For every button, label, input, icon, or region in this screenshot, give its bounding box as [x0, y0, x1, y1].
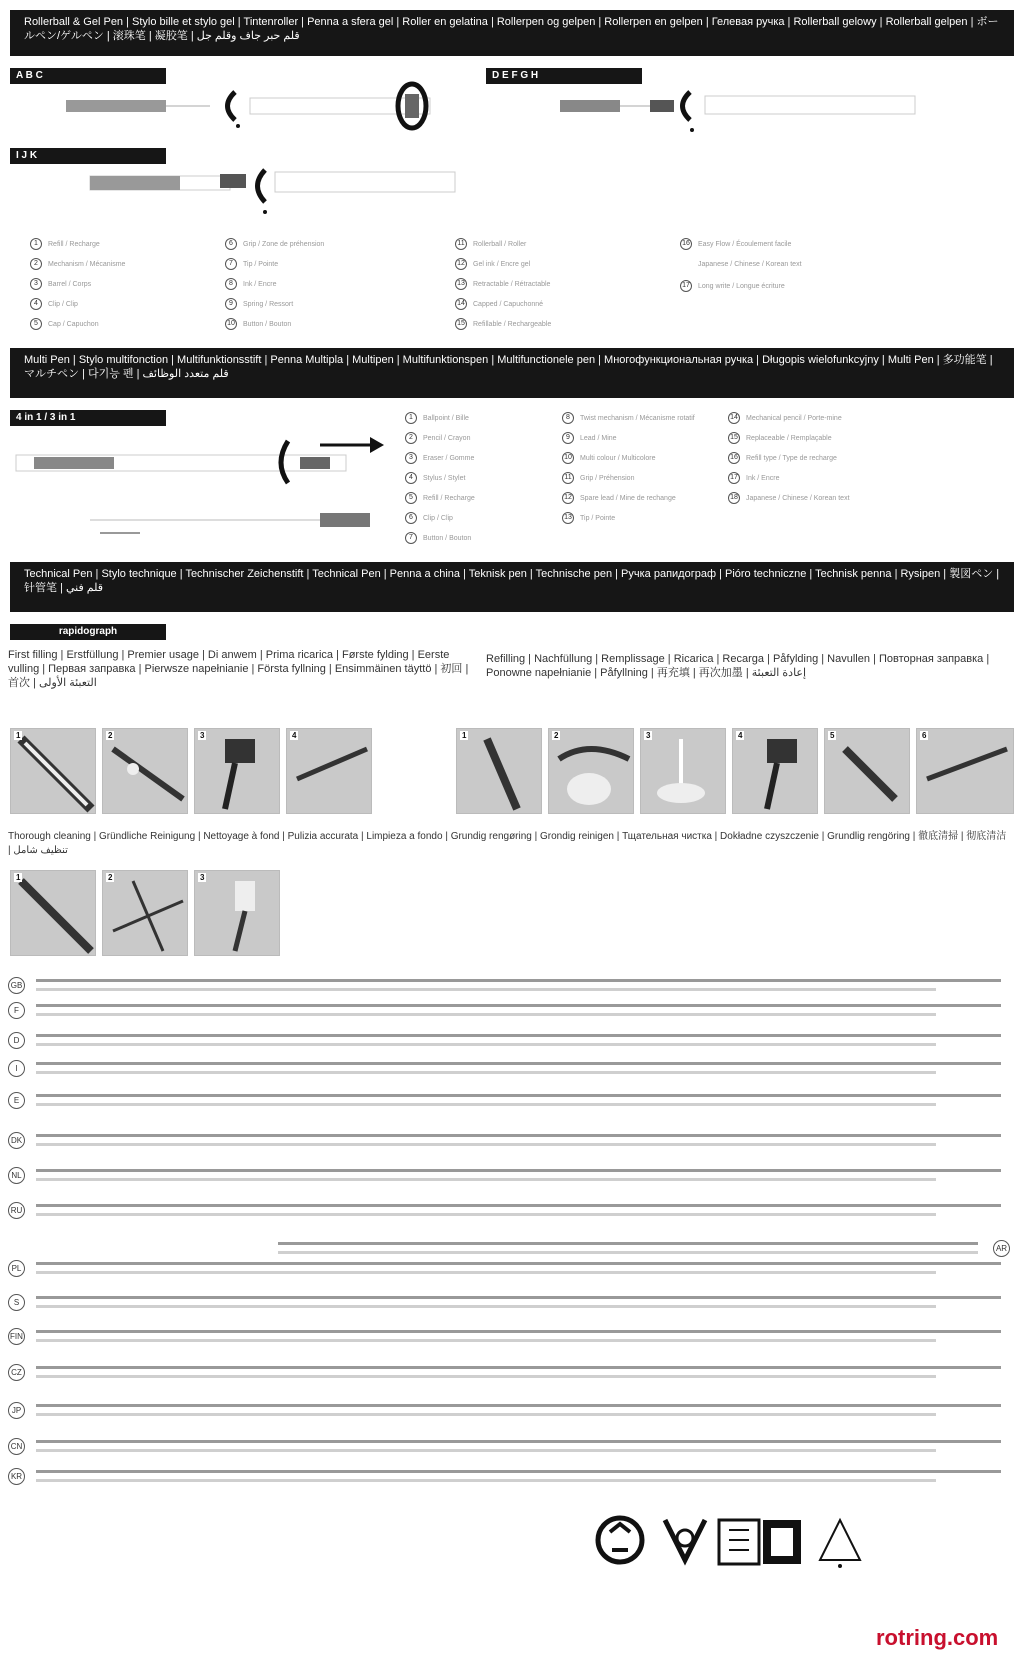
legend-text: Japanese / Chinese / Korean text — [746, 494, 850, 502]
text-line — [36, 1062, 1001, 1065]
pen-photo-image — [11, 871, 96, 956]
legend-item — [728, 452, 837, 464]
legend-marker: 10 — [562, 452, 574, 464]
language-marker: S — [8, 1294, 25, 1311]
legend-item — [562, 452, 655, 464]
step-number: 3 — [200, 731, 205, 740]
step-photo — [194, 870, 280, 956]
legend-text: Spring / Ressort — [243, 300, 294, 308]
instruction-paragraph — [8, 1258, 1012, 1286]
language-marker: CZ — [8, 1364, 25, 1381]
legend-marker: 6 — [405, 512, 417, 524]
text-line — [36, 1262, 1001, 1265]
step-number: 3 — [200, 873, 205, 882]
legend-marker: 9 — [225, 298, 237, 310]
step-photo — [916, 728, 1014, 814]
legend-text: Long write / Longue écriture — [698, 282, 785, 290]
pen-photo-image — [641, 729, 726, 814]
step-number: 4 — [292, 731, 297, 740]
rollerball-pen-diagram-2 — [530, 80, 980, 140]
legend-marker: 1 — [405, 412, 417, 424]
language-marker: F — [8, 1002, 25, 1019]
text-line — [36, 1413, 936, 1416]
instruction-paragraph — [8, 1165, 1012, 1193]
rollerball-title: Rollerball & Gel Pen | Stylo bille et stylo gel | Tintenroller | Penna a sfera gel | Roller en gelatina | Rollerpen og gelpen | Rollerpen en gelpen | Гелевая ручка | Rollerball gelowy | Rollerball gelpen | ボールペン/ゲルペン | 滚珠笔 | 凝胶笔 | قلم حبر جاف وقلم جل — [24, 16, 999, 42]
legend-item — [455, 278, 550, 290]
legend-item — [405, 532, 471, 544]
instruction-paragraph — [8, 1058, 1012, 1086]
pen-photo-image — [287, 729, 372, 814]
pen-photo-image — [195, 871, 280, 956]
language-marker: RU — [8, 1202, 25, 1219]
legend-item — [728, 412, 842, 424]
step-number: 6 — [922, 731, 927, 740]
legend-text: Eraser / Gomme — [423, 454, 475, 462]
multipen-label: 4 in 1 / 3 in 1 — [10, 410, 166, 426]
text-line — [36, 1305, 936, 1308]
legend-item — [562, 432, 617, 444]
step-photo — [102, 870, 188, 956]
legend-item — [405, 512, 453, 524]
language-marker: CN — [8, 1438, 25, 1455]
legend-text: Grip / Zone de préhension — [243, 240, 325, 248]
legend-text: Tip / Pointe — [580, 514, 616, 522]
instruction-paragraph — [8, 1362, 1012, 1390]
legend-text: Ink / Encre — [746, 474, 780, 482]
legend-item — [455, 318, 551, 330]
legend-item — [405, 432, 470, 444]
legend-item — [455, 298, 543, 310]
text-line — [36, 1004, 1001, 1007]
legend-marker: 8 — [225, 278, 237, 290]
legend-marker: 6 — [225, 238, 237, 250]
legend-item — [225, 258, 278, 270]
pen-photo-image — [11, 729, 96, 814]
legend-marker: 11 — [562, 472, 574, 484]
legend-text: Clip / Clip — [423, 514, 453, 522]
multipen-title: Multi Pen | Stylo multifonction | Multifunktionsstift | Penna Multipla | Multipen | Multifunktionspen | Multifunctionele pen | Многофункциональная ручка | Długopis wielofunkcyjny | Multi Pen | 多功能笔 | マルチペン | 다기능 펜 | قلم متعدد الوظائف — [24, 354, 993, 380]
legend-marker: 16 — [728, 452, 740, 464]
language-marker: FIN — [8, 1328, 25, 1345]
legend-text: Replaceable / Remplaçable — [746, 434, 832, 442]
legend-marker: 5 — [30, 318, 42, 330]
step-number: 4 — [738, 731, 743, 740]
legend-marker: 2 — [30, 258, 42, 270]
instruction-paragraph — [8, 1466, 1012, 1494]
legend-item — [562, 412, 695, 424]
legend-marker: 17 — [728, 472, 740, 484]
pen-photo-image — [103, 871, 188, 956]
instruction-paragraph — [8, 1030, 1012, 1058]
legend-marker: 4 — [30, 298, 42, 310]
step-photo — [456, 728, 542, 814]
step-number: 1 — [16, 731, 21, 740]
text-line — [36, 1296, 1001, 1299]
legend-item — [405, 452, 474, 464]
legend-text: Pencil / Crayon — [423, 434, 471, 442]
language-marker: KR — [8, 1468, 25, 1485]
pen-photo-image — [549, 729, 634, 814]
legend-text: Twist mechanism / Mécanisme rotatif — [580, 414, 695, 422]
warning-triangle-icon — [815, 1510, 865, 1570]
legend-text: Ink / Encre — [243, 280, 277, 288]
fsc-icon — [655, 1510, 715, 1570]
legend-marker: 15 — [455, 318, 467, 330]
legend-text: Refill / Recharge — [423, 494, 475, 502]
legend-text: Button / Bouton — [423, 534, 472, 542]
recycle-icon — [590, 1510, 650, 1570]
legend-item — [455, 238, 526, 250]
text-line — [36, 1479, 936, 1482]
rollerball-label-b: D E F G H — [486, 68, 642, 84]
step-number: 3 — [646, 731, 651, 740]
pen-photo-image — [195, 729, 280, 814]
language-marker: DK — [8, 1132, 25, 1149]
legend-item — [405, 412, 469, 424]
legend-text: Mechanism / Mécanisme — [48, 260, 126, 268]
language-marker: E — [8, 1092, 25, 1109]
text-line — [36, 1178, 936, 1181]
step-number: 5 — [830, 731, 835, 740]
rollerball-label-a: A B C — [10, 68, 166, 84]
step-photo — [548, 728, 634, 814]
legend-item — [728, 492, 850, 504]
legend-text: Cap / Capuchon — [48, 320, 99, 328]
pen-photo-image — [917, 729, 1014, 814]
legend-marker: 10 — [225, 318, 237, 330]
legend-text: Mechanical pencil / Porte-mine — [746, 414, 842, 422]
legend-item — [562, 472, 634, 484]
legend-item — [225, 278, 276, 290]
text-line — [36, 1375, 936, 1378]
text-line — [36, 979, 1001, 982]
instruction-paragraph — [8, 975, 1012, 1003]
instruction-paragraph — [8, 1292, 1012, 1320]
legend-marker: 15 — [728, 432, 740, 444]
legend-marker: 11 — [455, 238, 467, 250]
legend-item — [728, 432, 832, 444]
legend-item — [405, 492, 475, 504]
brand-url[interactable]: rotring.com — [876, 1625, 999, 1650]
language-marker: GB — [8, 977, 25, 994]
pen-photo-image — [103, 729, 188, 814]
legend-item — [225, 238, 324, 250]
rollerball-pen-diagram-3 — [60, 160, 480, 220]
legend-marker: 3 — [405, 452, 417, 464]
legend-text: Capped / Capuchonné — [473, 300, 544, 308]
step-photo — [286, 728, 372, 814]
legend-text: Japanese / Chinese / Korean text — [698, 260, 802, 268]
step-photo — [10, 728, 96, 814]
language-marker: NL — [8, 1167, 25, 1184]
legend-text: Spare lead / Mine de rechange — [580, 494, 676, 502]
legend-text: Barrel / Corps — [48, 280, 92, 288]
technical-label: rapidograph — [10, 624, 166, 640]
text-line — [36, 1213, 936, 1216]
legend-marker: 7 — [225, 258, 237, 270]
legend-item — [680, 238, 791, 250]
language-marker: AR — [993, 1240, 1010, 1257]
step-photo — [732, 728, 818, 814]
language-marker: PL — [8, 1260, 25, 1277]
triman-icon — [715, 1510, 805, 1570]
text-line — [278, 1242, 978, 1245]
step-photo — [102, 728, 188, 814]
text-line — [36, 1071, 936, 1074]
text-line — [36, 1339, 936, 1342]
legend-marker: 8 — [562, 412, 574, 424]
legend-marker: 1 — [30, 238, 42, 250]
text-line — [36, 1043, 936, 1046]
legend-marker: 14 — [728, 412, 740, 424]
text-line — [36, 1103, 936, 1106]
instruction-paragraph — [8, 1130, 1012, 1158]
legend-marker: 4 — [405, 472, 417, 484]
legend-text: Easy Flow / Écoulement facile — [698, 240, 792, 248]
legend-text: Stylus / Stylet — [423, 474, 466, 482]
rollerball-pen-diagram-1 — [60, 80, 480, 140]
instruction-paragraph — [8, 1326, 1012, 1354]
technical-banner — [10, 562, 1014, 612]
legend-text: Refill / Recharge — [48, 240, 100, 248]
pen-photo-image — [733, 729, 818, 814]
instruction-paragraph — [8, 1090, 1012, 1118]
legend-text: Rollerball / Roller — [473, 240, 527, 248]
legend-marker: 13 — [455, 278, 467, 290]
multipen-diagram — [10, 425, 390, 545]
instruction-paragraph — [8, 1000, 1012, 1028]
text-line — [36, 1034, 1001, 1037]
text-line — [36, 1134, 1001, 1137]
pen-photo-image — [825, 729, 910, 814]
instruction-paragraph — [8, 1436, 1012, 1464]
step-photo — [640, 728, 726, 814]
language-marker: D — [8, 1032, 25, 1049]
text-line — [36, 1094, 1001, 1097]
legend-marker: 14 — [455, 298, 467, 310]
legend-item — [225, 298, 293, 310]
legend-marker: 9 — [562, 432, 574, 444]
step-photo — [194, 728, 280, 814]
first-filling-text: First filling | Erstfüllung | Premier usage | Di anwem | Prima ricarica | Første fylding | Eerste vulling | Первая заправка | Pierwsze napełnianie | Första fyllning | Ensimmäinen täyttö | 初回 | 首次 | التعبئة الأولى — [8, 649, 469, 689]
legend-text: Grip / Préhension — [580, 474, 635, 482]
instruction-paragraph — [8, 1400, 1012, 1428]
legend-marker: 12 — [455, 258, 467, 270]
text-line — [36, 1449, 936, 1452]
legend-marker: 17 — [680, 280, 692, 292]
legend-marker: 3 — [30, 278, 42, 290]
first-filling-heading — [8, 648, 478, 712]
legend-marker: 7 — [405, 532, 417, 544]
step-number: 2 — [108, 731, 113, 740]
step-number: 1 — [16, 873, 21, 882]
language-marker: JP — [8, 1402, 25, 1419]
legend-item — [680, 280, 785, 292]
text-line — [36, 1143, 936, 1146]
legend-text: Retractable / Rétractable — [473, 280, 551, 288]
legend-text: Tip / Pointe — [243, 260, 279, 268]
text-line — [36, 1404, 1001, 1407]
step-number: 2 — [554, 731, 559, 740]
text-line — [36, 1470, 1001, 1473]
step-number: 2 — [108, 873, 113, 882]
legend-text: Multi colour / Multicolore — [580, 454, 656, 462]
legend-item — [30, 258, 125, 270]
legend-marker: 2 — [405, 432, 417, 444]
text-line — [36, 1271, 936, 1274]
legend-item — [30, 318, 99, 330]
legend-text: Button / Bouton — [243, 320, 292, 328]
legend-marker: 16 — [680, 238, 692, 250]
step-number: 1 — [462, 731, 467, 740]
legend-item — [728, 472, 779, 484]
legend-text: Ballpoint / Bille — [423, 414, 469, 422]
legend-marker: 18 — [728, 492, 740, 504]
legend-text: Gel ink / Encre gel — [473, 260, 531, 268]
legend-item — [562, 492, 676, 504]
text-line — [36, 1204, 1001, 1207]
refilling-heading — [486, 652, 1016, 700]
language-marker: I — [8, 1060, 25, 1077]
text-line — [36, 1330, 1001, 1333]
legend-marker: 13 — [562, 512, 574, 524]
legend-item — [680, 258, 802, 270]
legend-text: Refillable / Rechargeable — [473, 320, 552, 328]
legend-item — [30, 238, 100, 250]
technical-title: Technical Pen | Stylo technique | Technischer Zeichenstift | Technical Pen | Penna a china | Teknisk pen | Technische pen | Ручка рапидограф | Pióro techniczne | Technisk penna | Rysipen | 製図ペン | 针管笔 | قلم فني — [24, 568, 1000, 594]
legend-item — [405, 472, 465, 484]
legend-item — [30, 298, 78, 310]
legend-text: Lead / Mine — [580, 434, 617, 442]
step-photo — [824, 728, 910, 814]
legend-marker: 12 — [562, 492, 574, 504]
instruction-paragraph — [8, 1200, 1012, 1228]
legend-item — [30, 278, 91, 290]
multipen-banner — [10, 348, 1014, 398]
rollerball-banner — [10, 10, 1014, 56]
text-line — [36, 1169, 1001, 1172]
text-line — [36, 1366, 1001, 1369]
legend-marker: 5 — [405, 492, 417, 504]
text-line — [36, 988, 936, 991]
step-photo — [10, 870, 96, 956]
legend-item — [225, 318, 291, 330]
text-line — [36, 1013, 936, 1016]
cleaning-text: Thorough cleaning | Gründliche Reinigung | Nettoyage à fond | Pulizia accurata | Limpieza a fondo | Grundig rengøring | Grondig reinigen | Тщательная чистка | Dokładne czyszczenie | Grundlig rengöring | 徹底清掃 | 彻底清洁 | تنظيف شامل — [8, 831, 1007, 856]
legend-text: Refill type / Type de recharge — [746, 454, 837, 462]
rollerball-label-c: I J K — [10, 148, 166, 164]
legend-item — [455, 258, 530, 270]
pen-photo-image — [457, 729, 542, 814]
text-line — [278, 1251, 978, 1254]
text-line — [36, 1440, 1001, 1443]
cleaning-heading — [8, 830, 1008, 860]
legend-text: Clip / Clip — [48, 300, 78, 308]
legend-item — [562, 512, 615, 524]
refilling-text: Refilling | Nachfüllung | Remplissage | Ricarica | Recarga | Påfylding | Navullen | Повторная заправка | Ponowne napełnianie | Påfyllning | 再充填 | 再次加墨 | إعادة التعبئة — [486, 653, 990, 679]
